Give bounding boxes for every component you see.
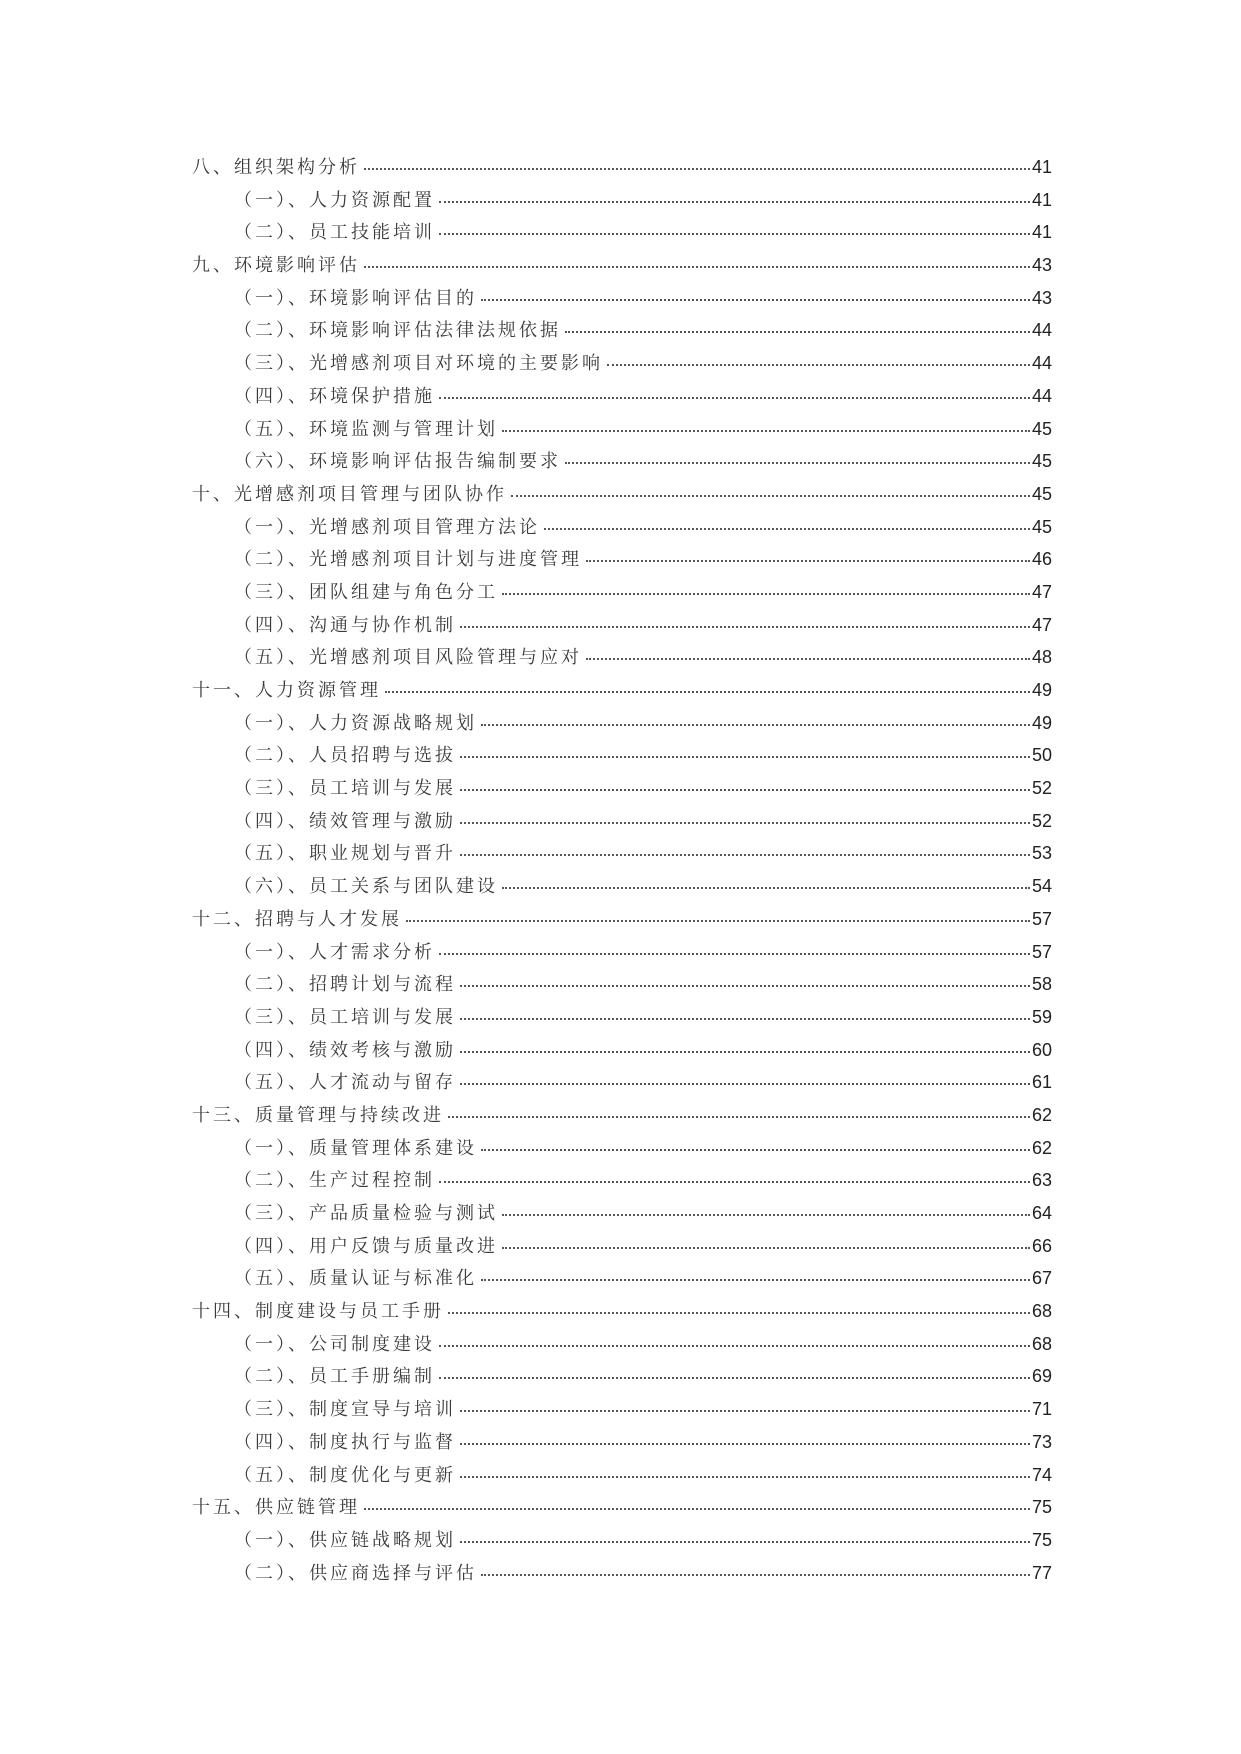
dot-leader [439, 1377, 1030, 1379]
toc-page-number: 61 [1031, 1072, 1052, 1093]
toc-entry-title: （四）、用户反馈与质量改进 [234, 1235, 498, 1257]
toc-entry-title: （六）、环境影响评估报告编制要求 [234, 451, 561, 473]
toc-entry-title: （三）、光增感剂项目对环境的主要影响 [234, 353, 603, 375]
toc-chapter-entry[interactable] [192, 676, 1052, 709]
toc-section-entry[interactable] [192, 513, 1052, 546]
toc-page-number: 54 [1031, 876, 1052, 897]
toc-page-number: 44 [1031, 320, 1052, 341]
toc-page-number: 45 [1031, 418, 1052, 439]
toc-entry-title: （一）、公司制度建设 [234, 1333, 435, 1355]
dot-leader [511, 495, 1030, 497]
toc-page-number: 52 [1031, 778, 1052, 799]
toc-section-entry[interactable] [192, 611, 1052, 644]
dot-leader [460, 1476, 1030, 1478]
toc-page-number: 67 [1031, 1268, 1052, 1289]
toc-section-entry[interactable] [192, 186, 1052, 219]
toc-page-number: 44 [1031, 385, 1052, 406]
toc-entry-title: （三）、员工培训与发展 [234, 778, 456, 800]
toc-chapter-entry[interactable] [192, 480, 1052, 513]
dot-leader [502, 1247, 1030, 1249]
toc-chapter-entry[interactable] [192, 153, 1052, 186]
toc-entry-title: （三）、制度宣导与培训 [234, 1399, 456, 1421]
toc-page-number: 66 [1031, 1235, 1052, 1256]
toc-page-number: 49 [1031, 712, 1052, 733]
toc-page-number: 41 [1031, 157, 1052, 177]
toc-entry-title: （二）、人员招聘与选拔 [234, 745, 456, 767]
dot-leader [439, 201, 1030, 203]
toc-section-entry[interactable] [192, 415, 1052, 448]
toc-entry-title: （六）、员工关系与团队建设 [234, 876, 498, 898]
toc-entry-title: （五）、质量认证与标准化 [234, 1268, 477, 1290]
toc-section-entry[interactable] [192, 970, 1052, 1003]
dot-leader [565, 331, 1030, 333]
toc-section-entry[interactable] [192, 938, 1052, 971]
toc-section-entry[interactable] [192, 741, 1052, 774]
toc-section-entry[interactable] [192, 1199, 1052, 1232]
dot-leader [439, 233, 1030, 235]
toc-page-number: 41 [1031, 222, 1052, 243]
dot-leader [481, 1574, 1030, 1576]
toc-section-entry[interactable] [192, 1036, 1052, 1069]
toc-chapter-entry[interactable] [192, 905, 1052, 938]
toc-page-number: 60 [1031, 1039, 1052, 1060]
toc-section-entry[interactable] [192, 545, 1052, 578]
toc-page-number: 62 [1031, 1104, 1052, 1125]
dot-leader [439, 953, 1030, 955]
dot-leader [607, 364, 1030, 366]
dot-leader [460, 626, 1030, 628]
toc-entry-title: （一）、光增感剂项目管理方法论 [234, 516, 540, 538]
dot-leader [460, 1083, 1030, 1085]
toc-entry-title: （二）、环境影响评估法律法规依据 [234, 320, 561, 342]
toc-page-number: 45 [1031, 483, 1052, 504]
toc-section-entry[interactable] [192, 578, 1052, 611]
toc-page-number: 43 [1031, 255, 1052, 276]
dot-leader [460, 985, 1030, 987]
toc-entry-title: （四）、环境保护措施 [234, 385, 435, 407]
toc-page-number: 48 [1031, 647, 1052, 668]
toc-section-entry[interactable] [192, 1395, 1052, 1428]
toc-entry-title: （五）、环境监测与管理计划 [234, 418, 498, 440]
dot-leader [565, 462, 1030, 464]
dot-leader [502, 593, 1030, 595]
toc-entry-title: （二）、生产过程控制 [234, 1170, 435, 1192]
toc-section-entry[interactable] [192, 447, 1052, 480]
toc-chapter-entry[interactable] [192, 1493, 1052, 1526]
toc-page-number: 75 [1031, 1497, 1052, 1518]
toc-page-number: 45 [1031, 516, 1052, 537]
toc-entry-title: 十三、质量管理与持续改进 [192, 1104, 444, 1126]
toc-page-number: 49 [1031, 680, 1052, 700]
dot-leader [406, 920, 1030, 922]
toc-entry-title: （二）、招聘计划与流程 [234, 974, 456, 996]
dot-leader [586, 560, 1030, 562]
toc-entry-title: （三）、员工培训与发展 [234, 1006, 456, 1028]
dot-leader [460, 822, 1030, 824]
toc-entry-title: （二）、供应商选择与评估 [234, 1562, 477, 1584]
dot-leader [481, 1279, 1030, 1281]
dot-leader [502, 887, 1030, 889]
toc-entry-title: 十、光增感剂项目管理与团队协作 [192, 483, 507, 505]
toc-page-number: 53 [1031, 843, 1052, 864]
toc-page-number: 47 [1031, 581, 1052, 602]
toc-entry-title: （一）、供应链战略规划 [234, 1529, 456, 1551]
toc-section-entry[interactable] [192, 643, 1052, 676]
toc-section-entry[interactable] [192, 1068, 1052, 1101]
toc-page-number: 63 [1031, 1170, 1052, 1191]
toc-section-entry[interactable] [192, 1330, 1052, 1363]
toc-entry-title: （一）、人力资源战略规划 [234, 712, 477, 734]
toc-page-number: 73 [1031, 1431, 1052, 1452]
dot-leader [460, 789, 1030, 791]
dot-leader [481, 299, 1030, 301]
table-of-contents [192, 153, 1052, 1591]
toc-page-number: 44 [1031, 353, 1052, 374]
toc-section-entry[interactable] [192, 1461, 1052, 1494]
dot-leader [385, 691, 1030, 693]
dot-leader [481, 1149, 1030, 1151]
dot-leader [460, 1443, 1030, 1445]
toc-page-number: 43 [1031, 287, 1052, 308]
toc-entry-title: （二）、员工技能培训 [234, 222, 435, 244]
toc-page-number: 57 [1031, 941, 1052, 962]
dot-leader [460, 1410, 1030, 1412]
dot-leader [502, 1214, 1030, 1216]
dot-leader [439, 1345, 1030, 1347]
toc-page-number: 74 [1031, 1464, 1052, 1485]
toc-entry-title: （二）、光增感剂项目计划与进度管理 [234, 549, 582, 571]
dot-leader [448, 1312, 1030, 1314]
toc-page-number: 77 [1031, 1562, 1052, 1583]
toc-page-number: 52 [1031, 810, 1052, 831]
dot-leader [439, 397, 1030, 399]
toc-page-number: 50 [1031, 745, 1052, 766]
toc-page-number: 45 [1031, 451, 1052, 472]
toc-entry-title: （五）、光增感剂项目风险管理与应对 [234, 647, 582, 669]
dot-leader [460, 1018, 1030, 1020]
toc-section-entry[interactable] [192, 1166, 1052, 1199]
toc-page-number: 62 [1031, 1137, 1052, 1158]
toc-page-number: 47 [1031, 614, 1052, 635]
toc-entry-title: （三）、团队组建与角色分工 [234, 581, 498, 603]
dot-leader [364, 168, 1030, 170]
toc-page-number: 58 [1031, 974, 1052, 995]
toc-entry-title: （一）、人力资源配置 [234, 189, 435, 211]
toc-section-entry[interactable] [192, 872, 1052, 905]
toc-entry-title: （四）、绩效管理与激励 [234, 810, 456, 832]
dot-leader [460, 854, 1030, 856]
toc-page-number: 64 [1031, 1203, 1052, 1223]
toc-chapter-entry[interactable] [192, 251, 1052, 284]
toc-entry-title: （五）、职业规划与晋升 [234, 843, 456, 865]
toc-entry-title: （五）、人才流动与留存 [234, 1072, 456, 1094]
toc-section-entry[interactable] [192, 1559, 1052, 1592]
dot-leader [460, 1051, 1030, 1053]
toc-entry-title: （五）、制度优化与更新 [234, 1464, 456, 1486]
toc-page-number: 57 [1031, 908, 1052, 929]
toc-entry-title: 十二、招聘与人才发展 [192, 908, 402, 930]
toc-entry-title: （四）、制度执行与监督 [234, 1431, 456, 1453]
toc-page-number: 46 [1031, 549, 1052, 570]
toc-entry-title: （一）、人才需求分析 [234, 941, 435, 963]
dot-leader [481, 724, 1030, 726]
toc-section-entry[interactable] [192, 382, 1052, 415]
toc-page-number: 59 [1031, 1006, 1052, 1027]
toc-section-entry[interactable] [192, 218, 1052, 251]
toc-page-number: 71 [1031, 1399, 1052, 1420]
toc-entry-title: （三）、产品质量检验与测试 [234, 1203, 498, 1224]
toc-section-entry[interactable] [192, 349, 1052, 382]
toc-entry-title: （一）、质量管理体系建设 [234, 1137, 477, 1159]
dot-leader [364, 1508, 1030, 1510]
toc-page-number: 75 [1031, 1529, 1052, 1550]
dot-leader [544, 528, 1030, 530]
toc-section-entry[interactable] [192, 1264, 1052, 1297]
toc-entry-title: 十一、人力资源管理 [192, 680, 381, 701]
toc-section-entry[interactable] [192, 1526, 1052, 1559]
dot-leader [502, 430, 1030, 432]
toc-section-entry[interactable] [192, 807, 1052, 840]
toc-chapter-entry[interactable] [192, 1101, 1052, 1134]
dot-leader [460, 1541, 1030, 1543]
toc-entry-title: 九、环境影响评估 [192, 255, 360, 277]
toc-page-number: 41 [1031, 189, 1052, 210]
toc-section-entry[interactable] [192, 1003, 1052, 1036]
toc-chapter-entry[interactable] [192, 1297, 1052, 1330]
toc-page-number: 69 [1031, 1366, 1052, 1387]
toc-section-entry[interactable] [192, 1232, 1052, 1265]
toc-section-entry[interactable] [192, 1134, 1052, 1167]
toc-section-entry[interactable] [192, 709, 1052, 742]
dot-leader [460, 756, 1030, 758]
toc-page-number: 68 [1031, 1333, 1052, 1354]
dot-leader [586, 658, 1030, 660]
toc-entry-title: 十五、供应链管理 [192, 1497, 360, 1519]
toc-section-entry[interactable] [192, 774, 1052, 807]
toc-page-number: 68 [1031, 1301, 1052, 1322]
toc-entry-title: （二）、员工手册编制 [234, 1366, 435, 1388]
dot-leader [439, 1181, 1030, 1183]
toc-entry-title: 八、组织架构分析 [192, 157, 360, 178]
toc-section-entry[interactable] [192, 284, 1052, 317]
toc-section-entry[interactable] [192, 1362, 1052, 1395]
toc-section-entry[interactable] [192, 316, 1052, 349]
toc-section-entry[interactable] [192, 839, 1052, 872]
toc-entry-title: （一）、环境影响评估目的 [234, 287, 477, 309]
toc-entry-title: 十四、制度建设与员工手册 [192, 1301, 444, 1323]
toc-section-entry[interactable] [192, 1428, 1052, 1461]
dot-leader [448, 1116, 1030, 1118]
dot-leader [364, 266, 1030, 268]
toc-entry-title: （四）、绩效考核与激励 [234, 1039, 456, 1061]
toc-entry-title: （四）、沟通与协作机制 [234, 614, 456, 636]
